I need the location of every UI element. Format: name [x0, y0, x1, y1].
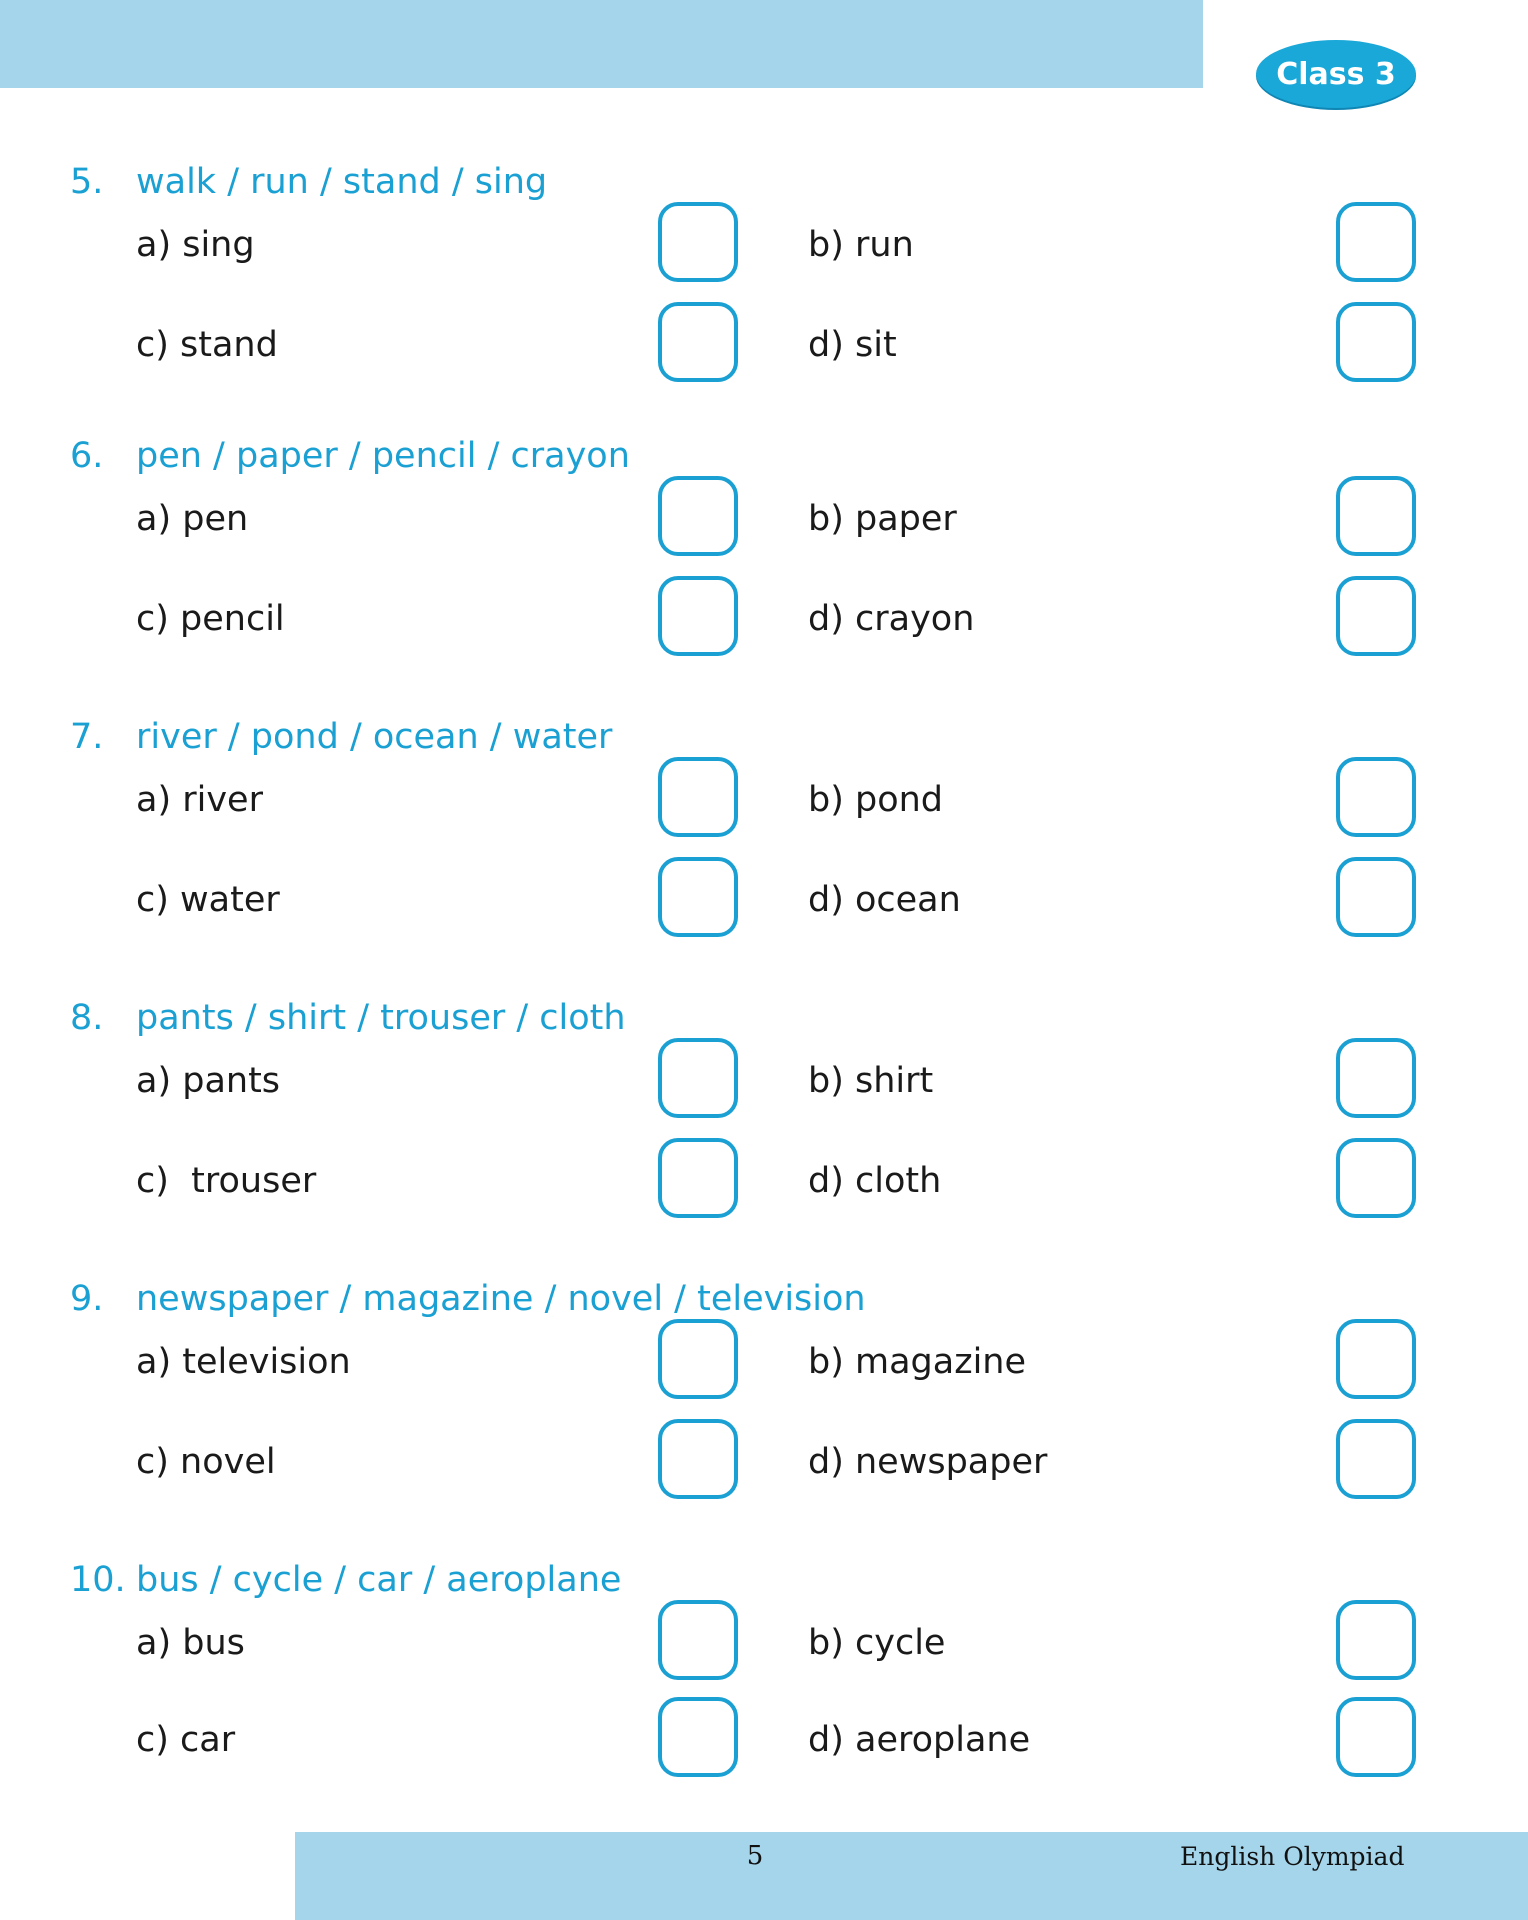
option-b-checkbox[interactable] [1336, 1038, 1416, 1118]
option-d-checkbox[interactable] [1336, 1138, 1416, 1218]
option-b-label: b) paper [808, 499, 957, 539]
header-band [0, 0, 1203, 88]
question-7 [0, 713, 1528, 973]
option-b-checkbox[interactable] [1336, 1319, 1416, 1399]
option-d-checkbox[interactable] [1336, 1419, 1416, 1499]
option-a-checkbox[interactable] [658, 1319, 738, 1399]
question-number: 8. [70, 998, 104, 1038]
option-d-checkbox[interactable] [1336, 857, 1416, 937]
question-number: 9. [70, 1279, 104, 1319]
question-text: walk / run / stand / sing [136, 162, 548, 202]
question-5 [0, 158, 1528, 418]
option-b-label: b) pond [808, 780, 944, 820]
question-text: pants / shirt / trouser / cloth [136, 998, 626, 1038]
footer-title: English Olympiad [1180, 1841, 1405, 1871]
option-a-checkbox[interactable] [658, 202, 738, 282]
question-prompt [70, 994, 626, 1042]
option-d-label: d) aeroplane [808, 1720, 1031, 1760]
option-c-label: c) stand [136, 325, 278, 365]
question-text: river / pond / ocean / water [136, 717, 613, 757]
option-b-label: b) run [808, 225, 914, 265]
option-d-checkbox[interactable] [1336, 302, 1416, 382]
question-6 [0, 432, 1528, 692]
question-prompt [70, 1556, 621, 1604]
option-a-checkbox[interactable] [658, 1038, 738, 1118]
option-c-checkbox[interactable] [658, 1419, 738, 1499]
question-number: 6. [70, 436, 104, 476]
class-badge: Class 3 [1256, 40, 1416, 108]
option-c-checkbox[interactable] [658, 302, 738, 382]
option-c-checkbox[interactable] [658, 857, 738, 937]
option-b-checkbox[interactable] [1336, 202, 1416, 282]
option-c-label: c) water [136, 880, 280, 920]
option-b-checkbox[interactable] [1336, 476, 1416, 556]
option-c-label: c) novel [136, 1442, 276, 1482]
option-a-label: a) river [136, 780, 263, 820]
option-d-label: d) newspaper [808, 1442, 1048, 1482]
option-c-checkbox[interactable] [658, 1697, 738, 1777]
option-a-checkbox[interactable] [658, 476, 738, 556]
question-prompt [70, 1275, 866, 1323]
option-c-label: c) pencil [136, 599, 285, 639]
question-prompt [70, 158, 547, 206]
option-c-label: c) trouser [136, 1161, 317, 1201]
option-d-checkbox[interactable] [1336, 1697, 1416, 1777]
option-a-label: a) television [136, 1342, 351, 1382]
option-c-checkbox[interactable] [658, 576, 738, 656]
option-a-label: a) sing [136, 225, 255, 265]
option-b-label: b) cycle [808, 1623, 946, 1663]
question-9 [0, 1275, 1528, 1535]
question-text: pen / paper / pencil / crayon [136, 436, 630, 476]
question-number: 7. [70, 717, 104, 757]
option-a-label: a) pen [136, 499, 249, 539]
option-d-label: d) crayon [808, 599, 975, 639]
question-text: bus / cycle / car / aeroplane [136, 1560, 622, 1600]
option-a-label: a) pants [136, 1061, 281, 1101]
question-number: 10. [70, 1560, 126, 1600]
option-a-checkbox[interactable] [658, 757, 738, 837]
question-prompt [70, 432, 630, 480]
question-text: newspaper / magazine / novel / television [136, 1279, 866, 1319]
option-d-label: d) ocean [808, 880, 961, 920]
option-d-checkbox[interactable] [1336, 576, 1416, 656]
option-d-label: d) sit [808, 325, 897, 365]
page-number: 5 [746, 1841, 764, 1871]
question-10 [0, 1556, 1528, 1816]
option-b-checkbox[interactable] [1336, 757, 1416, 837]
question-8 [0, 994, 1528, 1254]
option-c-label: c) car [136, 1720, 236, 1760]
question-prompt [70, 713, 612, 761]
option-b-label: b) shirt [808, 1061, 934, 1101]
option-c-checkbox[interactable] [658, 1138, 738, 1218]
option-b-label: b) magazine [808, 1342, 1027, 1382]
question-number: 5. [70, 162, 104, 202]
option-a-label: a) bus [136, 1623, 245, 1663]
option-d-label: d) cloth [808, 1161, 942, 1201]
option-a-checkbox[interactable] [658, 1600, 738, 1680]
option-b-checkbox[interactable] [1336, 1600, 1416, 1680]
